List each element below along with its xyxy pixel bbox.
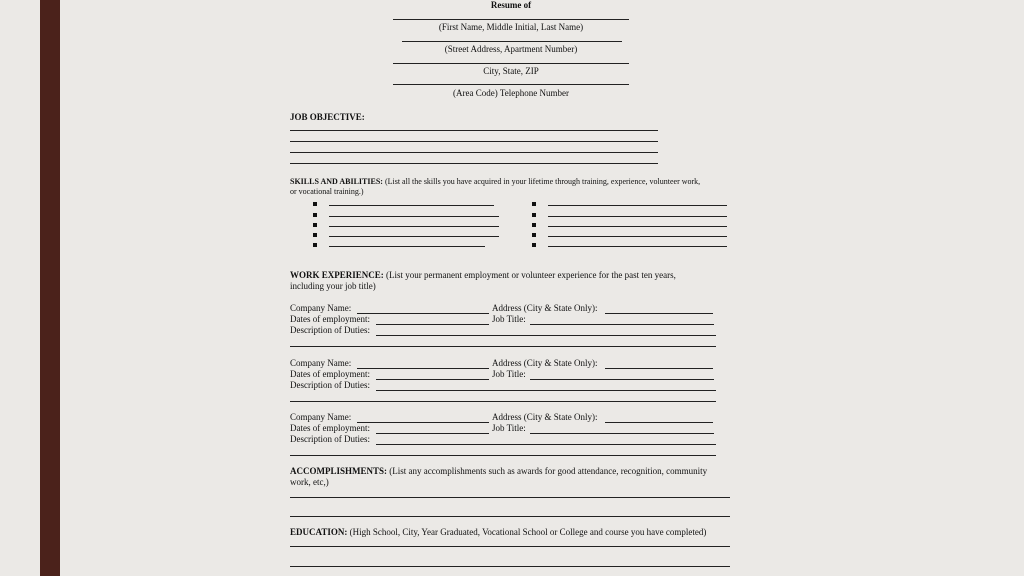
skill-line[interactable] <box>329 216 499 217</box>
job-title-label: Job Title: <box>492 369 526 379</box>
address-line[interactable] <box>605 422 713 423</box>
phone-caption: (Area Code) Telephone Number <box>453 88 569 98</box>
duties-line[interactable] <box>376 444 716 445</box>
education-instruction: (High School, City, Year Graduated, Vocational School or College and course you have completed) <box>349 527 707 537</box>
work-section <box>290 270 730 292</box>
street-line[interactable] <box>402 41 622 42</box>
dates-label: Dates of employment: <box>290 369 370 379</box>
skill-bullet <box>313 223 317 227</box>
skill-bullet <box>313 233 317 237</box>
dates-label: Dates of employment: <box>290 314 370 324</box>
street-caption: (Street Address, Apartment Number) <box>444 44 578 54</box>
dates-line[interactable] <box>376 379 489 380</box>
skill-line[interactable] <box>548 216 727 217</box>
duties-line[interactable] <box>290 455 716 456</box>
accomplishments-instruction: (List any accomplishments such as awards for good attendance, recognition, community <box>389 466 708 476</box>
address-label: Address (City & State Only): <box>492 303 598 313</box>
duties-label: Description of Duties: <box>290 380 370 390</box>
job-title-line[interactable] <box>530 433 714 434</box>
skill-bullet <box>313 202 317 206</box>
job-objective-heading: JOB OBJECTIVE: <box>290 112 365 122</box>
job-title-line[interactable] <box>530 324 714 325</box>
company-name-line[interactable] <box>357 422 489 423</box>
education-line[interactable] <box>290 566 730 567</box>
objective-line[interactable] <box>290 141 658 142</box>
skill-bullet <box>532 233 536 237</box>
skill-line[interactable] <box>548 205 727 206</box>
skill-line[interactable] <box>329 246 485 247</box>
skills-heading: SKILLS AND ABILITIES: <box>290 177 383 186</box>
company-name-line[interactable] <box>357 313 489 314</box>
address-line[interactable] <box>605 368 713 369</box>
skill-bullet <box>532 202 536 206</box>
company-name-label: Company Name: <box>290 303 352 313</box>
company-name-label: Company Name: <box>290 358 352 368</box>
duties-label: Description of Duties: <box>290 434 370 444</box>
accomplishments-section <box>290 466 735 488</box>
duties-line[interactable] <box>376 335 716 336</box>
skills-instruction: (List all the skills you have acquired in your lifetime through training, experience, volunteer work, <box>384 177 701 186</box>
skill-bullet <box>532 243 536 247</box>
skill-line[interactable] <box>548 226 727 227</box>
dates-line[interactable] <box>376 433 489 434</box>
education-line[interactable] <box>290 546 730 547</box>
address-label: Address (City & State Only): <box>492 358 598 368</box>
address-line[interactable] <box>605 313 713 314</box>
duties-line[interactable] <box>290 346 716 347</box>
company-name-line[interactable] <box>357 368 489 369</box>
skills-section <box>290 177 740 197</box>
skill-bullet <box>313 213 317 217</box>
skill-bullet <box>532 223 536 227</box>
education-heading: EDUCATION: <box>290 527 348 537</box>
skill-line[interactable] <box>329 236 499 237</box>
work-instruction: (List your permanent employment or volunteer experience for the past ten years, <box>386 270 676 280</box>
duties-line[interactable] <box>376 390 716 391</box>
duties-label: Description of Duties: <box>290 325 370 335</box>
dates-label: Dates of employment: <box>290 423 370 433</box>
skill-bullet <box>532 213 536 217</box>
city-line[interactable] <box>393 63 629 64</box>
job-title-label: Job Title: <box>492 423 526 433</box>
skills-instruction-2: or vocational training.) <box>290 187 364 196</box>
objective-line[interactable] <box>290 163 658 164</box>
work-instruction-2: including your job title) <box>290 281 376 291</box>
resume-title: Resume of <box>490 0 532 10</box>
dates-line[interactable] <box>376 324 489 325</box>
duties-line[interactable] <box>290 401 716 402</box>
accomplishments-instruction-2: work, etc,) <box>290 477 329 487</box>
name-line[interactable] <box>393 19 629 20</box>
skill-line[interactable] <box>548 236 727 237</box>
skill-line[interactable] <box>548 246 727 247</box>
address-label: Address (City & State Only): <box>492 412 598 422</box>
skill-bullet <box>313 243 317 247</box>
phone-line[interactable] <box>393 84 629 85</box>
skill-line[interactable] <box>329 205 494 206</box>
objective-line[interactable] <box>290 130 658 131</box>
accomplishments-line[interactable] <box>290 497 730 498</box>
accomplishments-line[interactable] <box>290 516 730 517</box>
objective-line[interactable] <box>290 152 658 153</box>
accomplishments-heading: ACCOMPLISHMENTS: <box>290 466 388 476</box>
skill-line[interactable] <box>329 226 499 227</box>
city-caption: City, State, ZIP <box>483 66 539 76</box>
name-caption: (First Name, Middle Initial, Last Name) <box>438 22 584 32</box>
work-heading: WORK EXPERIENCE: <box>290 270 384 280</box>
education-section <box>290 527 740 538</box>
job-title-line[interactable] <box>530 379 714 380</box>
company-name-label: Company Name: <box>290 412 352 422</box>
job-title-label: Job Title: <box>492 314 526 324</box>
